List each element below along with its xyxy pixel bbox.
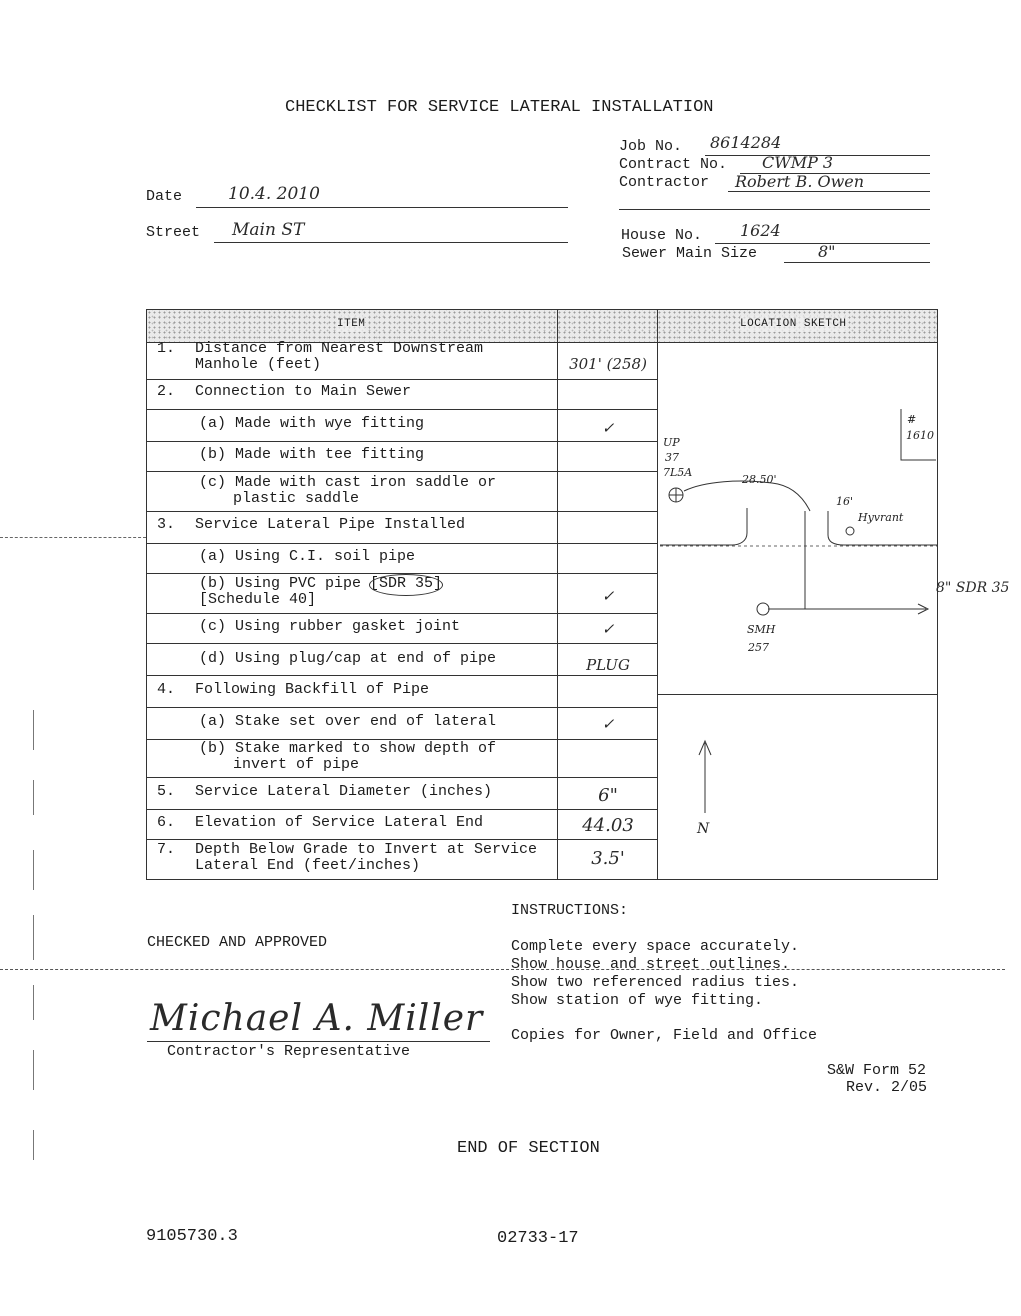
sketch-header: LOCATION SKETCH (740, 318, 847, 330)
pole-number: 37 (665, 451, 679, 464)
pole-label: UP (663, 436, 680, 449)
page-dashed-line (0, 537, 146, 538)
scan-mark (33, 850, 34, 890)
contractor-label: Contractor (619, 174, 710, 191)
signature: Michael A. Miller (150, 998, 484, 1039)
row-5-text: Service Lateral Diameter (inches) (195, 783, 493, 800)
row-4a-value: ✓ (601, 715, 615, 733)
manhole-label: SMH (747, 623, 776, 636)
date-field-line (196, 207, 568, 208)
north-label: N (697, 821, 710, 837)
row-3-text: Service Lateral Pipe Installed (195, 516, 466, 533)
scan-mark (33, 1130, 34, 1160)
date-label: Date (146, 188, 183, 205)
row-7-text-2: Lateral End (feet/inches) (195, 857, 421, 874)
row-divider (147, 511, 658, 512)
sdr-circle (369, 574, 443, 596)
row-3a-text: (a) Using C.I. soil pipe (199, 548, 416, 565)
row-divider (147, 441, 658, 442)
row-4-number: 4. (157, 681, 176, 698)
instruction-2: Show house and street outlines. (511, 956, 791, 973)
pole-sub: 7L5A (663, 466, 693, 479)
row-divider (147, 643, 658, 644)
row-3-number: 3. (157, 516, 176, 533)
scan-mark (33, 710, 34, 750)
street-field-line (214, 242, 568, 243)
instruction-3: Show two referenced radius ties. (511, 974, 800, 991)
instruction-4: Show station of wye fitting. (511, 992, 764, 1009)
row-divider (147, 707, 658, 708)
house-value: 1624 (740, 221, 781, 240)
row-2-text: Connection to Main Sewer (195, 383, 412, 400)
scan-mark (33, 985, 34, 1020)
row-6-text: Elevation of Service Lateral End (195, 814, 484, 831)
tie-distance-1: 28.50' (742, 473, 777, 486)
street-value: Main ST (232, 220, 305, 240)
row-divider (147, 839, 658, 840)
sewer-pipe-label: 8" SDR 35 (936, 580, 1010, 596)
form-revision: Rev. 2/05 (846, 1079, 928, 1096)
location-sketch (660, 343, 937, 879)
item-header: ITEM (337, 318, 366, 330)
row-2a-text: (a) Made with wye fitting (199, 415, 425, 432)
instructions-title: INSTRUCTIONS: (511, 902, 629, 919)
row-5-value: 6" (598, 785, 618, 806)
contract-value: CWMP 3 (762, 153, 834, 172)
row-3c-text: (c) Using rubber gasket joint (199, 618, 461, 635)
row-divider (147, 809, 658, 810)
row-divider (147, 777, 658, 778)
row-divider (147, 379, 658, 380)
sketch-column-divider (657, 310, 658, 879)
row-1-text: Distance from Nearest Downstream (195, 340, 484, 357)
row-1-number: 1. (157, 340, 176, 357)
date-value: 10.4. 2010 (228, 184, 320, 204)
row-6-number: 6. (157, 814, 176, 831)
row-2c-text: (c) Made with cast iron saddle or (199, 474, 497, 491)
north-arrow (699, 741, 711, 813)
row-3b-text: (b) Using PVC pipe [SDR 35] (199, 575, 443, 592)
row-4a-text: (a) Stake set over end of lateral (199, 713, 497, 730)
scan-mark (33, 915, 34, 960)
document-number: 9105730.3 (146, 1227, 238, 1246)
row-3b-value: ✓ (601, 587, 615, 605)
row-3d-text: (d) Using plug/cap at end of pipe (199, 650, 497, 667)
page-title: CHECKLIST FOR SERVICE LATERAL INSTALLATION (285, 98, 714, 117)
row-divider (147, 675, 658, 676)
page-code: 02733-17 (497, 1229, 579, 1248)
contractor-value: Robert B. Owen (735, 172, 865, 191)
signature-line (147, 1041, 490, 1042)
row-7-text: Depth Below Grade to Invert at Service (195, 841, 538, 858)
instruction-1: Complete every space accurately. (511, 938, 800, 955)
row-3c-value: ✓ (601, 620, 615, 638)
copies-note: Copies for Owner, Field and Office (511, 1027, 818, 1044)
row-3d-value: PLUG (586, 656, 630, 674)
row-4b-text: (b) Stake marked to show depth of (199, 740, 497, 757)
value-column-divider (557, 310, 558, 879)
row-6-value: 44.03 (582, 815, 634, 836)
row-7-value: 3.5' (591, 848, 625, 869)
hydrant-label: Hyvrant (858, 511, 904, 524)
manhole-icon (757, 603, 769, 615)
form-number: S&W Form 52 (827, 1062, 927, 1079)
job-label: Job No. (619, 138, 683, 155)
job-value: 8614284 (710, 133, 782, 152)
representative-label: Contractor's Representative (167, 1043, 411, 1060)
row-4b-text-2: invert of pipe (233, 756, 360, 773)
row-4-text: Following Backfill of Pipe (195, 681, 430, 698)
sewer-value: 8" (818, 242, 836, 261)
house-tag: # (907, 413, 917, 426)
contract-label: Contract No. (619, 156, 728, 173)
row-2a-value: ✓ (601, 419, 615, 437)
tie-distance-2: 16' (836, 495, 854, 508)
row-7-number: 7. (157, 841, 176, 858)
checklist-table (146, 309, 938, 880)
manhole-number: 257 (748, 641, 769, 654)
contractor-field-line (728, 191, 930, 192)
row-divider (147, 409, 658, 410)
row-divider (147, 471, 658, 472)
sewer-field-line (784, 262, 930, 263)
curb-left (660, 508, 747, 545)
scan-mark (33, 1050, 34, 1090)
page-rule (0, 969, 1005, 970)
street-label: Street (146, 224, 201, 241)
checked-approved: CHECKED AND APPROVED (147, 934, 328, 951)
house-label: House No. (621, 227, 703, 244)
row-1-text-2: Manhole (feet) (195, 356, 322, 373)
end-of-section: END OF SECTION (457, 1139, 600, 1158)
row-divider (147, 613, 658, 614)
row-2c-text-2: plastic saddle (233, 490, 360, 507)
hydrant-icon (846, 527, 854, 535)
row-3b-text-2: [Schedule 40] (199, 591, 317, 608)
house-number: 1610 (906, 429, 934, 442)
row-1-value: 301' (258) (569, 355, 647, 373)
row-divider (147, 543, 658, 544)
scan-mark (33, 780, 34, 815)
sewer-label: Sewer Main Size (622, 245, 758, 262)
row-2-number: 2. (157, 383, 176, 400)
row-5-number: 5. (157, 783, 176, 800)
row-2b-text: (b) Made with tee fitting (199, 446, 425, 463)
blank-line (619, 209, 930, 210)
